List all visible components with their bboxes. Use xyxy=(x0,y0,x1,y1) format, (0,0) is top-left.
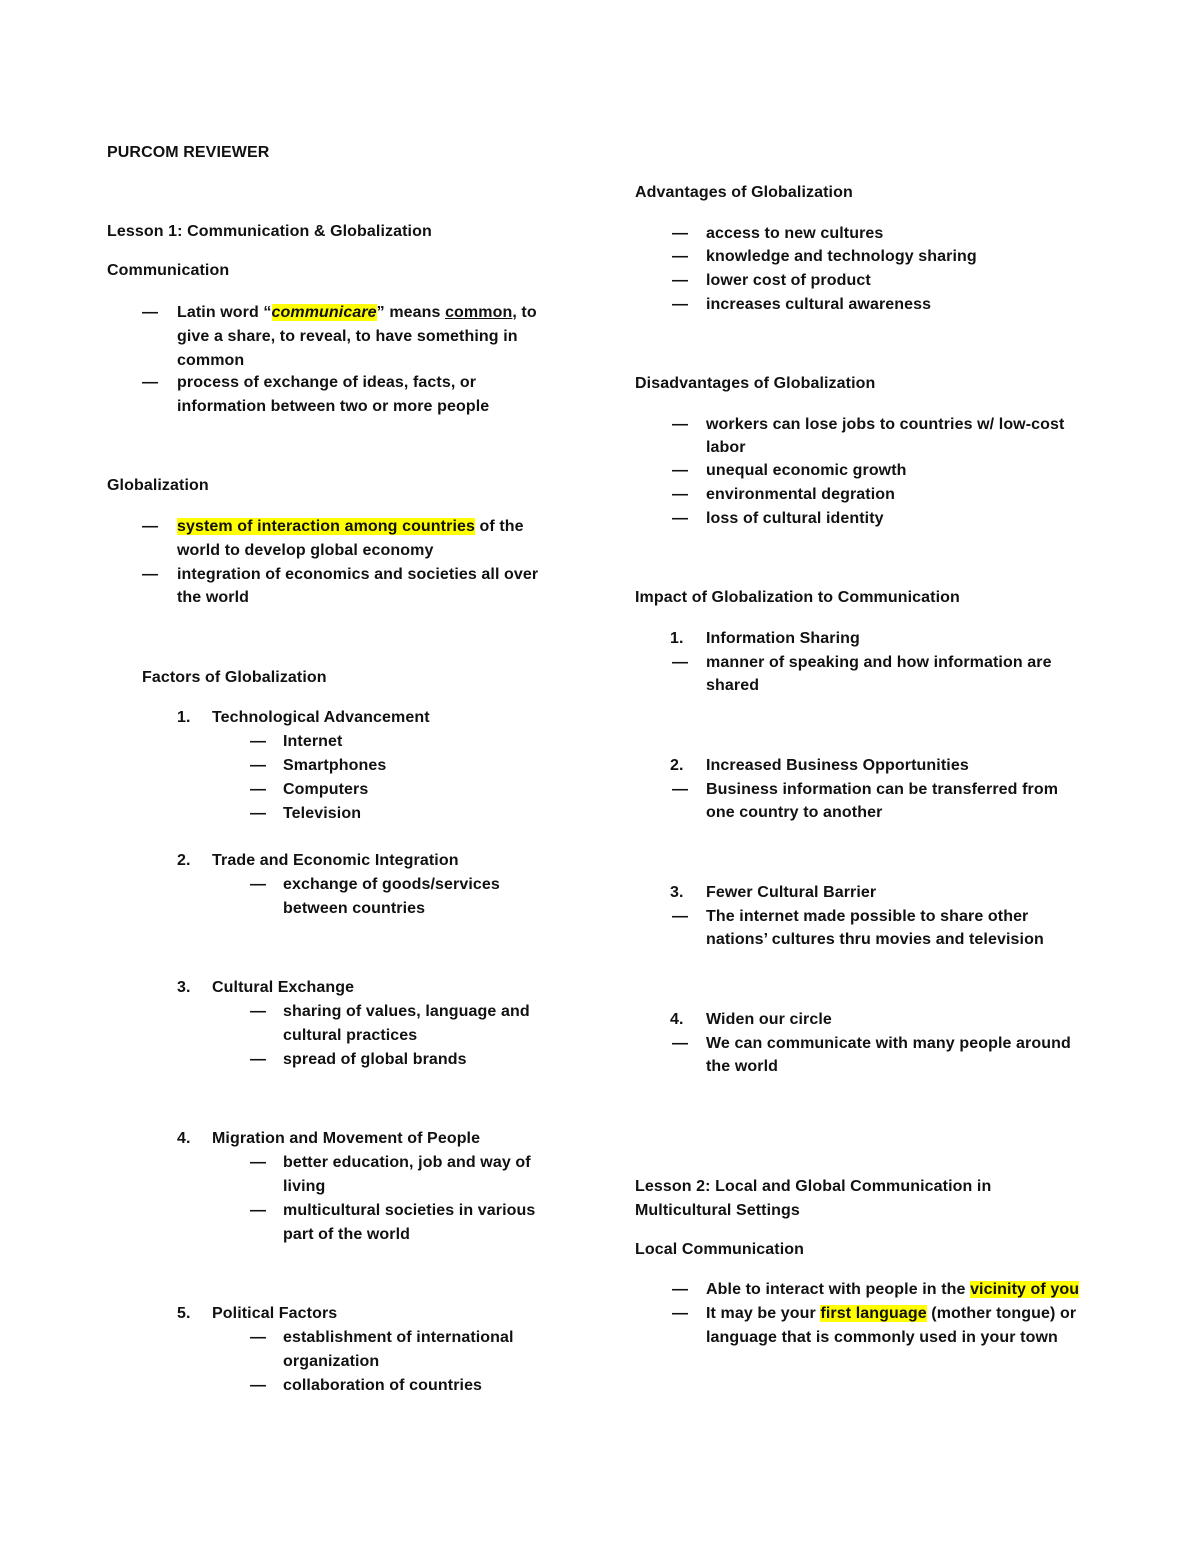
bullet-dash: — xyxy=(672,510,689,527)
communication-item-2-line-1: process of exchange of ideas, facts, or xyxy=(177,374,477,391)
bullet-dash: — xyxy=(672,225,689,242)
bullet-dash: — xyxy=(250,733,267,750)
factor-1-number: 1. xyxy=(177,709,191,726)
bullet-dash: — xyxy=(672,1305,689,1322)
highlighted-term-communicare: communicare xyxy=(271,304,377,321)
impact-4-line-2: the world xyxy=(706,1058,779,1075)
factors-heading: Factors of Globalization xyxy=(142,669,327,686)
bullet-dash: — xyxy=(672,1035,689,1052)
factor-3-item-a-line-1: sharing of values, language and xyxy=(283,1003,530,1020)
factor-5-item-a-line-1: establishment of international xyxy=(283,1329,514,1346)
factor-2-title: Trade and Economic Integration xyxy=(212,852,459,869)
impact-2-line-2: one country to another xyxy=(706,804,883,821)
impact-2-title: Increased Business Opportunities xyxy=(706,757,969,774)
factor-4-title: Migration and Movement of People xyxy=(212,1130,481,1147)
bullet-dash: — xyxy=(250,1202,267,1219)
bullet-dash: — xyxy=(250,1051,267,1068)
bullet-dash: — xyxy=(250,1377,267,1394)
impact-1-line-2: shared xyxy=(706,677,760,694)
text-fragment: of the xyxy=(474,518,524,535)
factor-1-title: Technological Advancement xyxy=(212,709,430,726)
bullet-dash: — xyxy=(672,1281,689,1298)
factor-4-item-b-line-1: multicultural societies in various xyxy=(283,1202,536,1219)
bullet-dash: — xyxy=(672,486,689,503)
impact-4-line-1: We can communicate with many people around xyxy=(706,1035,1071,1052)
bullet-dash: — xyxy=(250,781,267,798)
document-title: PURCOM REVIEWER xyxy=(107,144,270,161)
local-item-2-line-1 xyxy=(706,1303,1076,1325)
bullet-dash: — xyxy=(672,654,689,671)
bullet-dash: — xyxy=(672,462,689,479)
impact-1-number: 1. xyxy=(670,630,684,647)
communication-heading: Communication xyxy=(107,262,230,279)
factor-5-number: 5. xyxy=(177,1305,191,1322)
factor-3-number: 3. xyxy=(177,979,191,996)
factor-5-title: Political Factors xyxy=(212,1305,338,1322)
text-fragment: Able to interact with people in the xyxy=(706,1281,971,1298)
lesson2-title-line-1: Lesson 2: Local and Global Communication in xyxy=(635,1178,992,1195)
factor-4-number: 4. xyxy=(177,1130,191,1147)
bullet-dash: — xyxy=(142,566,159,583)
bullet-dash: — xyxy=(672,296,689,313)
impact-heading: Impact of Globalization to Communication xyxy=(635,589,960,606)
disadvantage-item-1-line-2: labor xyxy=(706,439,746,456)
factor-4-item-a-line-2: living xyxy=(283,1178,326,1195)
impact-3-number: 3. xyxy=(670,884,684,901)
bullet-dash: — xyxy=(250,805,267,822)
bullet-dash: — xyxy=(672,272,689,289)
highlighted-first-language: first language xyxy=(820,1305,927,1322)
impact-4-number: 4. xyxy=(670,1011,684,1028)
lesson2-title-line-2: Multicultural Settings xyxy=(635,1202,800,1219)
factor-4-item-a-line-1: better education, job and way of xyxy=(283,1154,531,1171)
bullet-dash: — xyxy=(142,374,159,391)
bullet-dash: — xyxy=(672,908,689,925)
impact-1-line-1: manner of speaking and how information are xyxy=(706,654,1052,671)
impact-3-title: Fewer Cultural Barrier xyxy=(706,884,877,901)
highlighted-vicinity: vicinity of you xyxy=(970,1281,1080,1298)
factor-2-item-line-2: between countries xyxy=(283,900,426,917)
disadvantage-item: environmental degration xyxy=(706,486,895,503)
communication-item-2-line-2: information between two or more people xyxy=(177,398,490,415)
bullet-dash: — xyxy=(142,518,159,535)
impact-2-number: 2. xyxy=(670,757,684,774)
text-fragment: (mother tongue) or xyxy=(926,1305,1077,1322)
underlined-term-common: common xyxy=(445,304,513,321)
advantage-item: lower cost of product xyxy=(706,272,871,289)
impact-2-line-1: Business information can be transferred from xyxy=(706,781,1059,798)
local-item-1 xyxy=(706,1279,1079,1301)
factor-1-item: Television xyxy=(283,805,362,822)
bullet-dash: — xyxy=(250,1003,267,1020)
disadvantage-item-1-line-1: workers can lose jobs to countries w/ low-cost xyxy=(706,416,1065,433)
factor-3-item-a-line-2: cultural practices xyxy=(283,1027,418,1044)
globalization-item-1-line-2: world to develop global economy xyxy=(177,542,434,559)
impact-3-line-1: The internet made possible to share other xyxy=(706,908,1029,925)
text-fragment: It may be your xyxy=(706,1305,821,1322)
globalization-item-2-line-1: integration of economics and societies all over xyxy=(177,566,539,583)
communication-item-1-line-3: common xyxy=(177,352,245,369)
bullet-dash: — xyxy=(250,1154,267,1171)
advantage-item: increases cultural awareness xyxy=(706,296,932,313)
bullet-dash: — xyxy=(672,248,689,265)
factor-4-item-b-line-2: part of the world xyxy=(283,1226,411,1243)
text-fragment: ” means xyxy=(376,304,446,321)
bullet-dash: — xyxy=(142,304,159,321)
highlighted-definition: system of interaction among countries xyxy=(177,518,475,535)
disadvantages-heading: Disadvantages of Globalization xyxy=(635,375,876,392)
globalization-item-1-line-1 xyxy=(177,516,524,538)
text-fragment: Latin word “ xyxy=(177,304,272,321)
globalization-heading: Globalization xyxy=(107,477,209,494)
text-fragment: , to xyxy=(512,304,537,321)
advantage-item: access to new cultures xyxy=(706,225,884,242)
local-communication-heading: Local Communication xyxy=(635,1241,805,1258)
bullet-dash: — xyxy=(672,781,689,798)
factor-1-item: Internet xyxy=(283,733,343,750)
disadvantage-item: unequal economic growth xyxy=(706,462,907,479)
impact-4-title: Widen our circle xyxy=(706,1011,832,1028)
factor-5-item-a-line-2: organization xyxy=(283,1353,380,1370)
bullet-dash: — xyxy=(250,757,267,774)
bullet-dash: — xyxy=(250,876,267,893)
advantages-heading: Advantages of Globalization xyxy=(635,184,853,201)
bullet-dash: — xyxy=(672,416,689,433)
factor-3-item-b: spread of global brands xyxy=(283,1051,467,1068)
factor-1-item: Computers xyxy=(283,781,369,798)
globalization-item-2-line-2: the world xyxy=(177,589,250,606)
communication-item-1-line-1 xyxy=(177,302,537,324)
impact-1-title: Information Sharing xyxy=(706,630,860,647)
lesson1-title: Lesson 1: Communication & Globalization xyxy=(107,223,432,240)
factor-2-number: 2. xyxy=(177,852,191,869)
disadvantage-item: loss of cultural identity xyxy=(706,510,884,527)
factor-3-title: Cultural Exchange xyxy=(212,979,355,996)
factor-5-item-b: collaboration of countries xyxy=(283,1377,483,1394)
local-item-2-line-2: language that is commonly used in your town xyxy=(706,1329,1058,1346)
advantage-item: knowledge and technology sharing xyxy=(706,248,977,265)
factor-1-item: Smartphones xyxy=(283,757,387,774)
communication-item-1-line-2: give a share, to reveal, to have something in xyxy=(177,328,518,345)
factor-2-item-line-1: exchange of goods/services xyxy=(283,876,500,893)
bullet-dash: — xyxy=(250,1329,267,1346)
impact-3-line-2: nations’ cultures thru movies and television xyxy=(706,931,1044,948)
